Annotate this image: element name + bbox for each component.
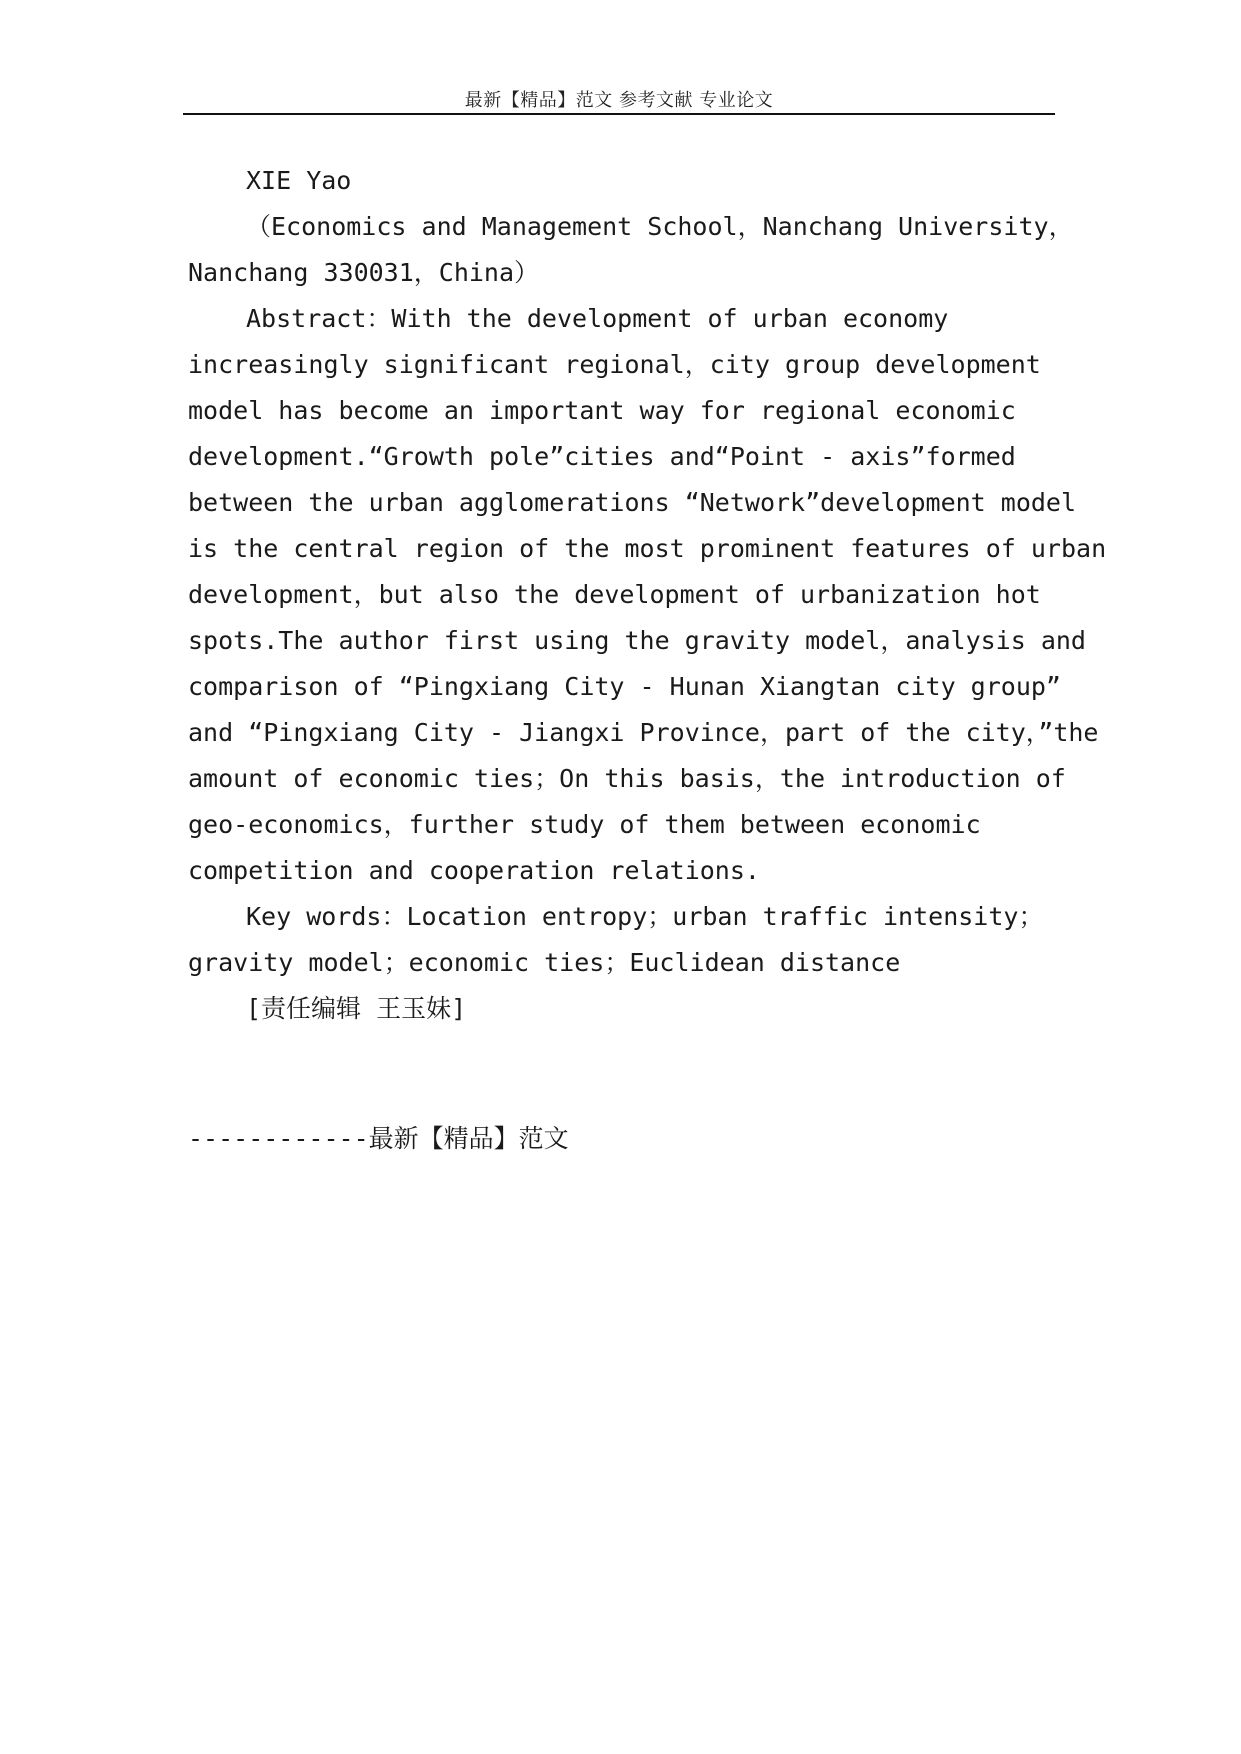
abstract-line: competition and cooperation relations.: [188, 856, 760, 885]
abstract-line: development，but also the development of urbanization hot: [188, 580, 1041, 609]
abstract-line: comparison of “Pingxiang City - Hunan Xiangtan city group”: [188, 672, 1061, 701]
abstract-line: model has become an important way for regional economic: [188, 396, 1016, 425]
abstract-line: Abstract：With the development of urban economy: [246, 304, 949, 333]
abstract-line: increasingly significant regional，city group development: [188, 350, 1041, 379]
abstract-line: geo-economics，further study of them between economic: [188, 810, 981, 839]
abstract-line: between the urban agglomerations “Network”development model: [188, 488, 1077, 517]
editor-note: [责任编辑 王玉妹]: [246, 994, 467, 1023]
author-name: XIE Yao: [246, 166, 352, 195]
affiliation-line-1: （Economics and Management School，Nanchang University，: [246, 212, 1074, 241]
abstract-line: is the central region of the most prominent features of urban: [188, 534, 1107, 563]
abstract-line: amount of economic ties；On this basis，the introduction of: [188, 764, 1066, 793]
keywords-line-1: Key words：Location entropy；urban traffic intensity；: [246, 902, 1044, 931]
header-divider: [183, 113, 1055, 115]
affiliation-line-2: Nanchang 330031，China）: [188, 258, 540, 287]
document-body: [188, 158, 1148, 1032]
abstract-line: spots.The author first using the gravity model，analysis and: [188, 626, 1086, 655]
footer-text: ------------最新【精品】范文: [188, 1124, 569, 1153]
abstract-line: and “Pingxiang City - Jiangxi Province，part of the city，”the: [188, 718, 1099, 747]
keywords-line-2: gravity model；economic ties；Euclidean distance: [188, 948, 901, 977]
page-header: 最新【精品】范文 参考文献 专业论文: [464, 90, 774, 111]
abstract-line: development.“Growth pole”cities and“Point - axis”formed: [188, 442, 1016, 471]
